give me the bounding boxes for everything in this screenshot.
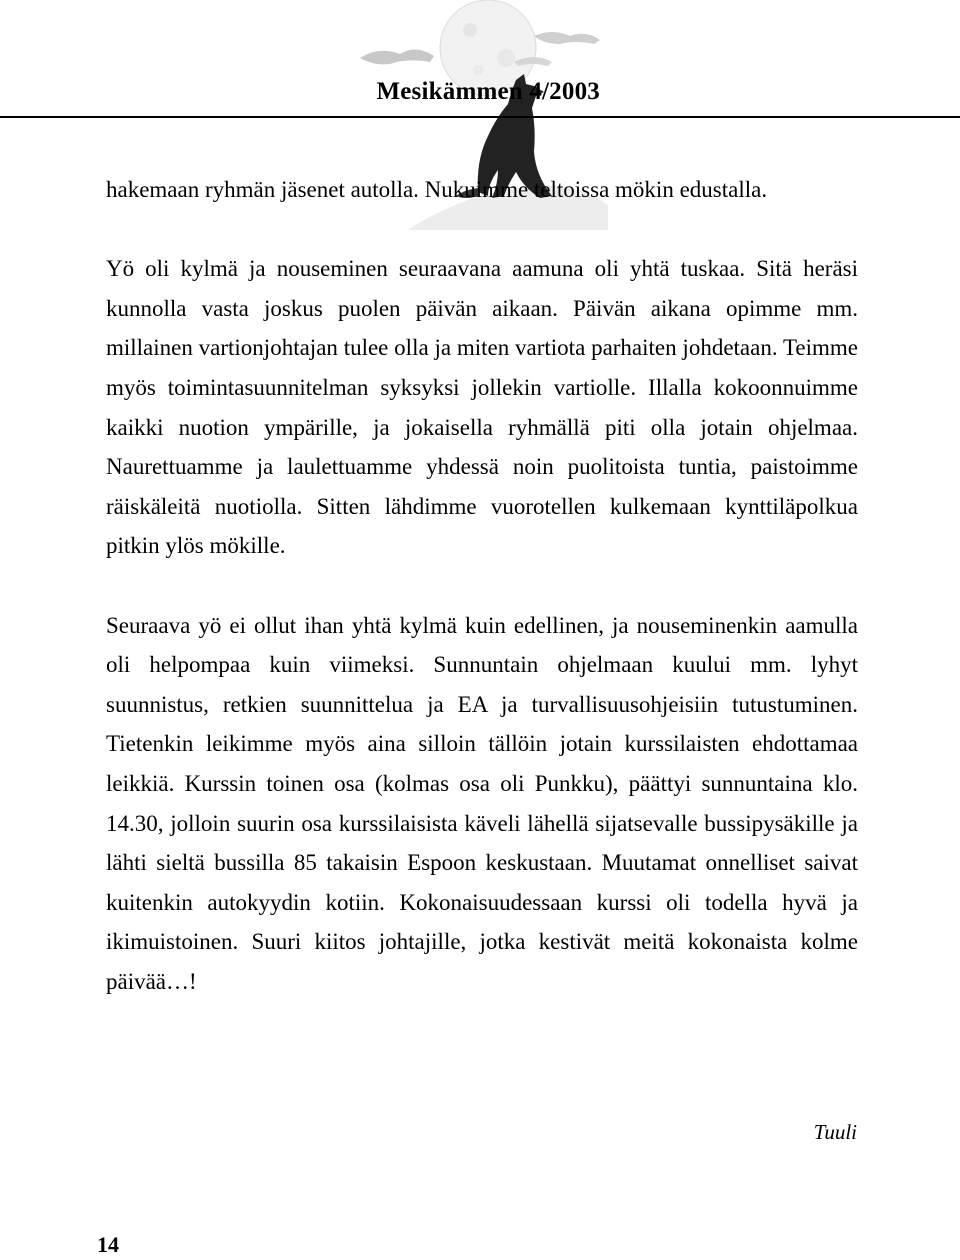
article-body	[106, 170, 858, 1001]
paragraph-2: Yö oli kylmä ja nouseminen seuraavana aamuna oli yhtä tuskaa. Sitä heräsi kunnolla vasta joskus puolen päivän aikaan. Päivän aikana opimme mm. millainen vartionjohtajan tulee olla ja miten vartiota parhaiten johdetaan. Teimme myös toimintasuunnitelman syksyksi jollekin vartiolle. Illalla kokoonnuimme kaikki nuotion ympärille, ja jokaisella ryhmällä piti olla jotain ohjelmaa. Naurettuamme ja laulettuamme yhdessä noin puolitoista tuntia, paistoimme räiskäleitä nuotiolla. Sitten lähdimme vuorotellen kulkemaan kynttiläpolkua pitkin ylös mökille.	[106, 256, 858, 559]
page-number: 14	[97, 1232, 119, 1257]
publication-title: Mesikämmen 4/2003	[376, 78, 600, 105]
author-signature: Tuuli	[813, 1120, 857, 1144]
paragraph-1: hakemaan ryhmän jäsenet autolla. Nukuimme teltoissa mökin edustalla.	[106, 177, 768, 202]
paragraph-3: Seuraava yö ei ollut ihan yhtä kylmä kuin edellinen, ja nouseminenkin aamulla oli helpompaa kuin viimeksi. Sunnuntain ohjelmaan kuului mm. lyhyt suunnistus, retkien suunnittelua ja EA ja turvallisuusohjeisiin tutustuminen. Tietenkin leikimme myös aina silloin tällöin jotain kurssilaisten ehdottamaa leikkiä. Kurssin toinen osa (kolmas osa oli Punkku), päättyi sunnuntaina klo. 14.30, jolloin suurin osa kurssilaisista käveli lähellä sijatsevalle bussipysäkille ja lähti sieltä bussilla 85 takaisin Espoon keskustaan. Muutamat onnelliset saivat kuitenkin autokyydin kotiin. Kokonaisuudessaan kurssi oli todella hyvä ja ikimuistoinen. Suuri kiitos johtajille, jotka kestivät meitä kokonaista kolme päivää…!	[106, 612, 858, 994]
header-divider	[0, 116, 960, 118]
